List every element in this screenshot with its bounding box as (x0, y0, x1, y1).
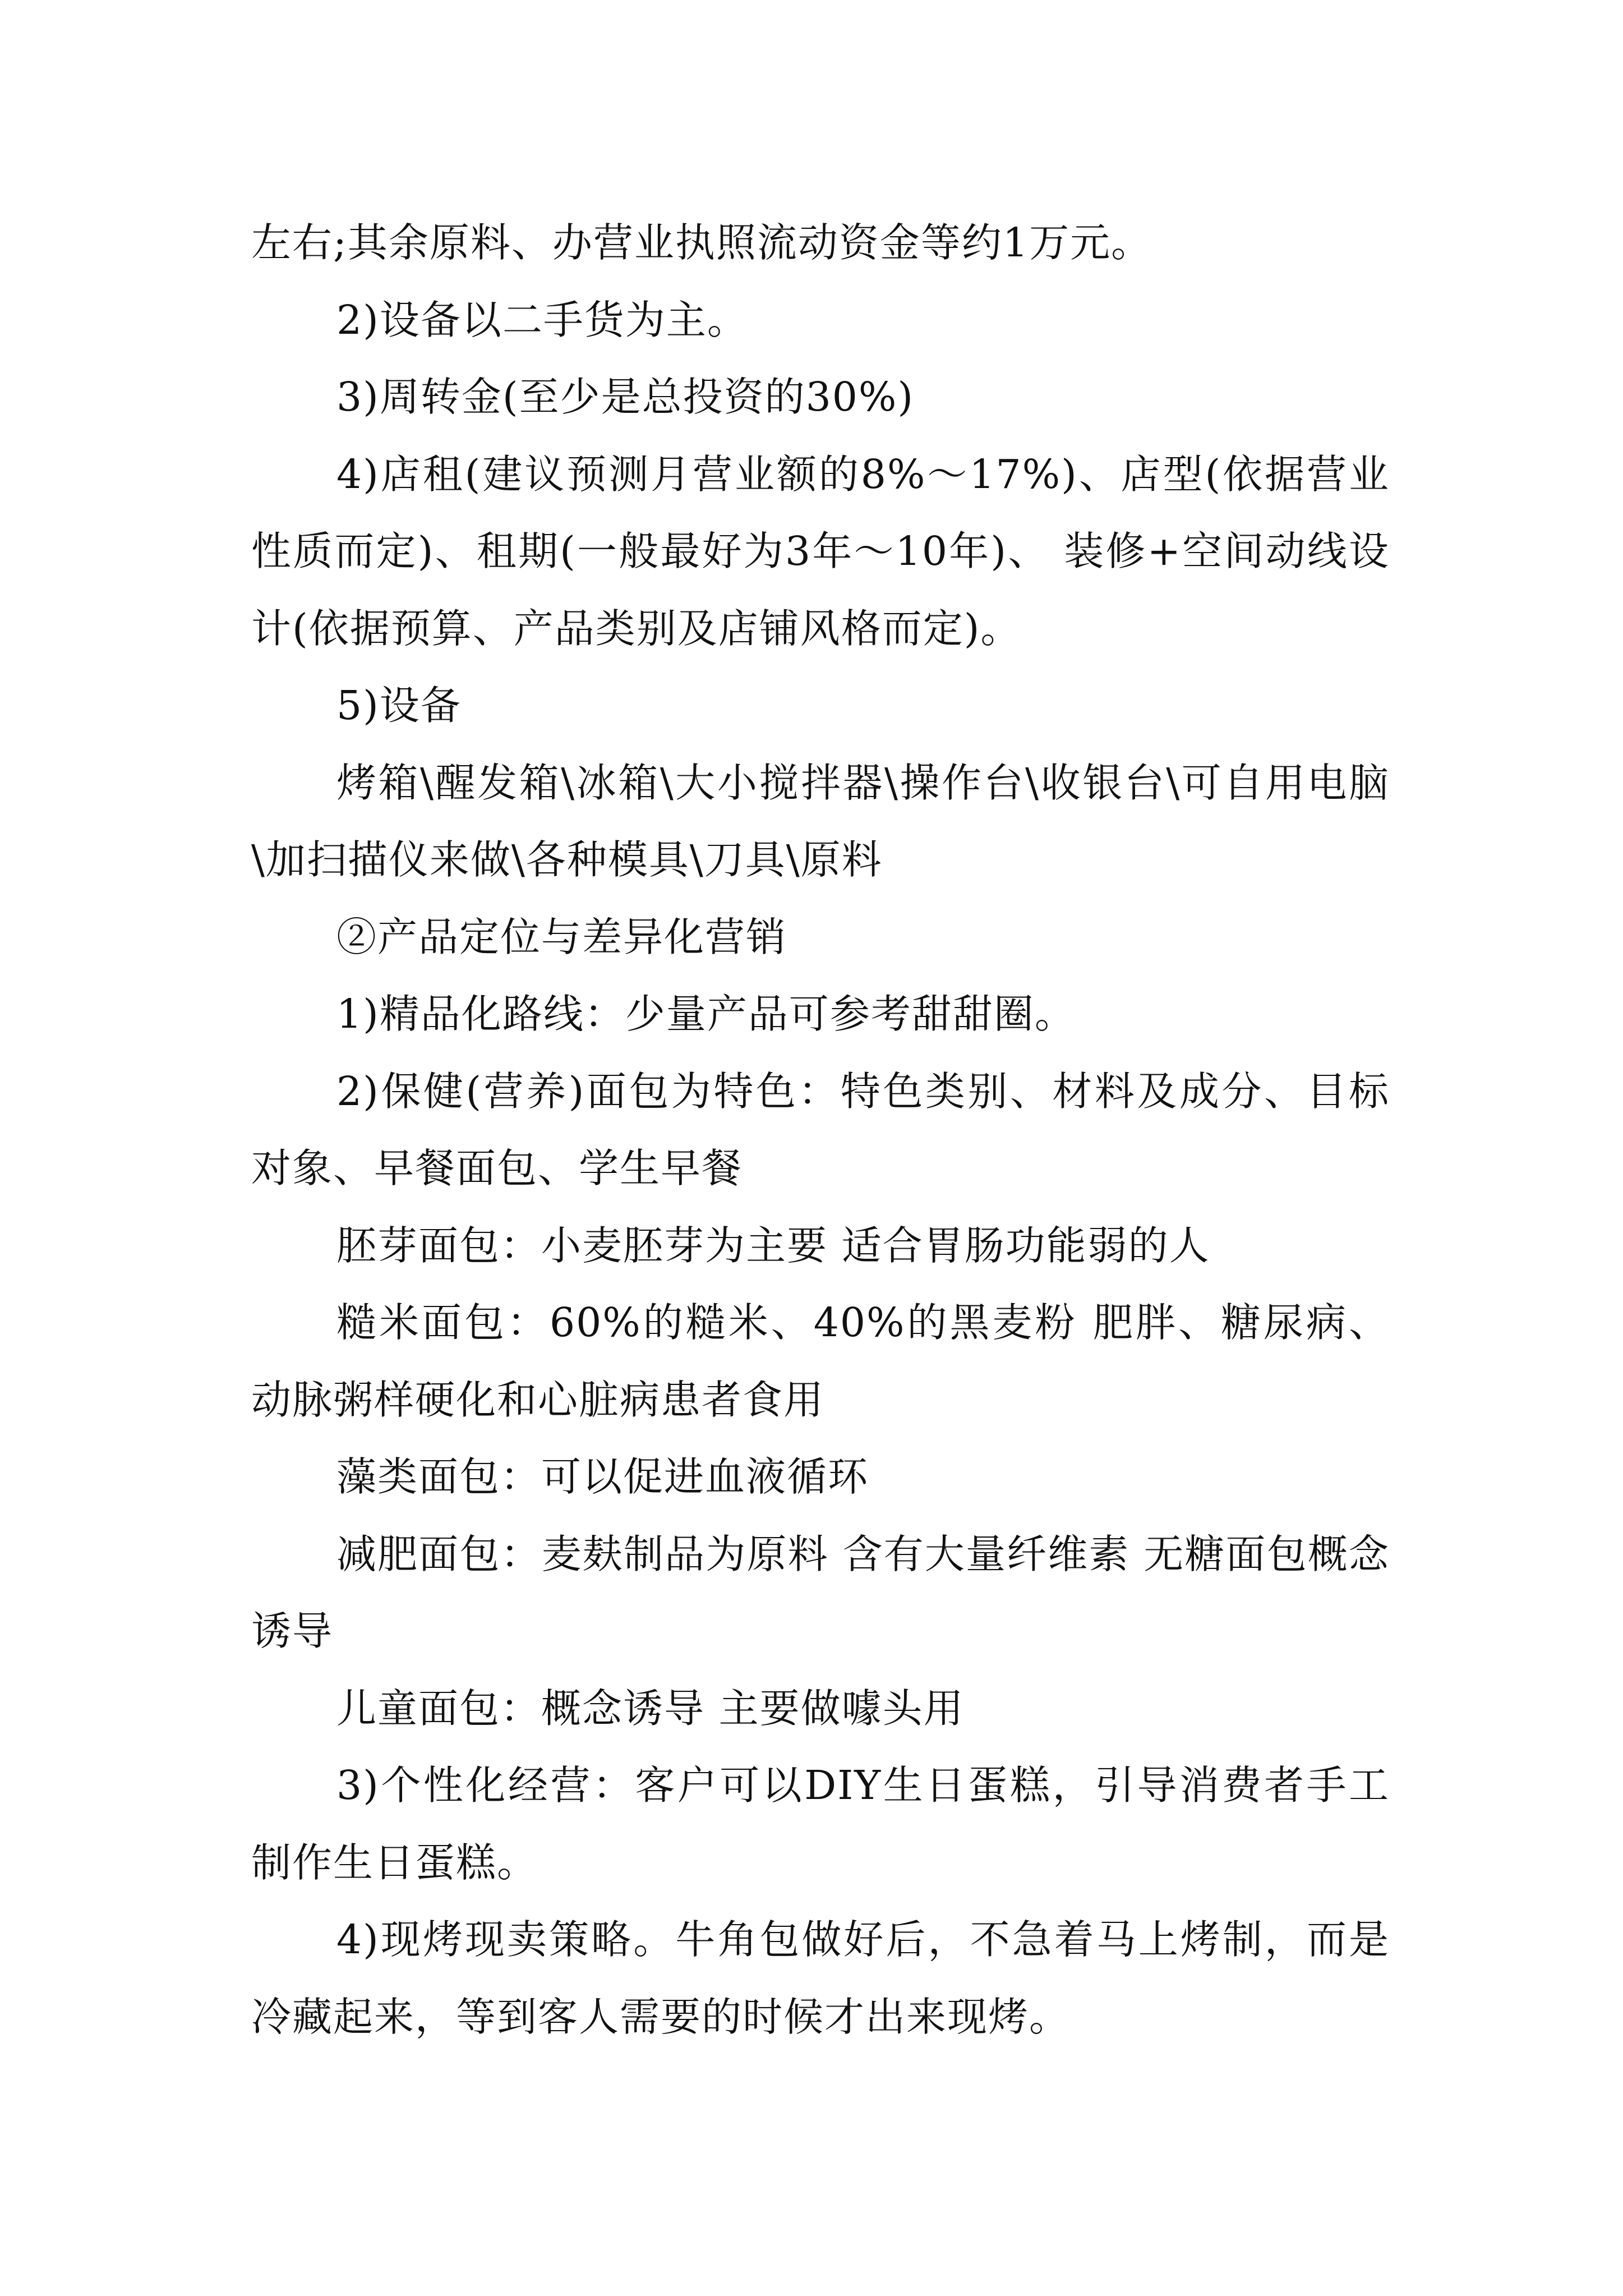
section-heading-product-positioning: ②产品定位与差异化营销 (336, 913, 787, 960)
paragraph-rent: 4)店租(建议预测月营业额的8%～17%)、店型(依据营业性质而定)、租期(一般最好为3年～10年)、 装修+空间动线设计(依据预算、产品类别及店铺风格而定)。 (251, 450, 1390, 652)
paragraph-equipment-secondhand: 2)设备以二手货为主。 (336, 296, 748, 343)
paragraph-health-bread: 2)保健(营养)面包为特色：特色类别、材料及成分、目标对象、早餐面包、学生早餐 (251, 1068, 1390, 1191)
paragraph-brown-rice-bread: 糙米面包：60%的糙米、40%的黑麦粉 肥胖、糖尿病、动脉粥样硬化和心脏病患者食用 (251, 1299, 1390, 1423)
paragraph-germ-bread: 胚芽面包：小麦胚芽为主要 适合胃肠功能弱的人 (336, 1222, 1210, 1269)
paragraph-bake-on-demand: 4)现烤现卖策略。牛角包做好后，不急着马上烤制，而是冷藏起来，等到客人需要的时候才出来现烤。 (251, 1916, 1390, 2040)
paragraph-continuation: 左右;其余原料、办营业执照流动资金等约1万元。 (251, 219, 1152, 266)
paragraph-working-capital: 3)周转金(至少是总投资的30%) (336, 374, 915, 420)
paragraph-premium-route: 1)精品化路线：少量产品可参考甜甜圈。 (336, 991, 1076, 1037)
paragraph-diet-bread: 减肥面包：麦麸制品为原料 含有大量纤维素 无糖面包概念诱导 (251, 1530, 1390, 1654)
paragraph-personalized: 3)个性化经营：客户可以DIY生日蛋糕，引导消费者手工制作生日蛋糕。 (251, 1762, 1390, 1886)
paragraph-equipment-list: 烤箱\醒发箱\冰箱\大小搅拌器\操作台\收银台\可自用电脑\加扫描仪来做\各种模具\刀具\原料 (251, 759, 1390, 883)
paragraph-kids-bread: 儿童面包：概念诱导 主要做噱头用 (336, 1685, 965, 1732)
paragraph-algae-bread: 藻类面包：可以促进血液循环 (336, 1453, 869, 1500)
document-body (251, 204, 1390, 2055)
paragraph-equipment-heading: 5)设备 (336, 682, 462, 729)
